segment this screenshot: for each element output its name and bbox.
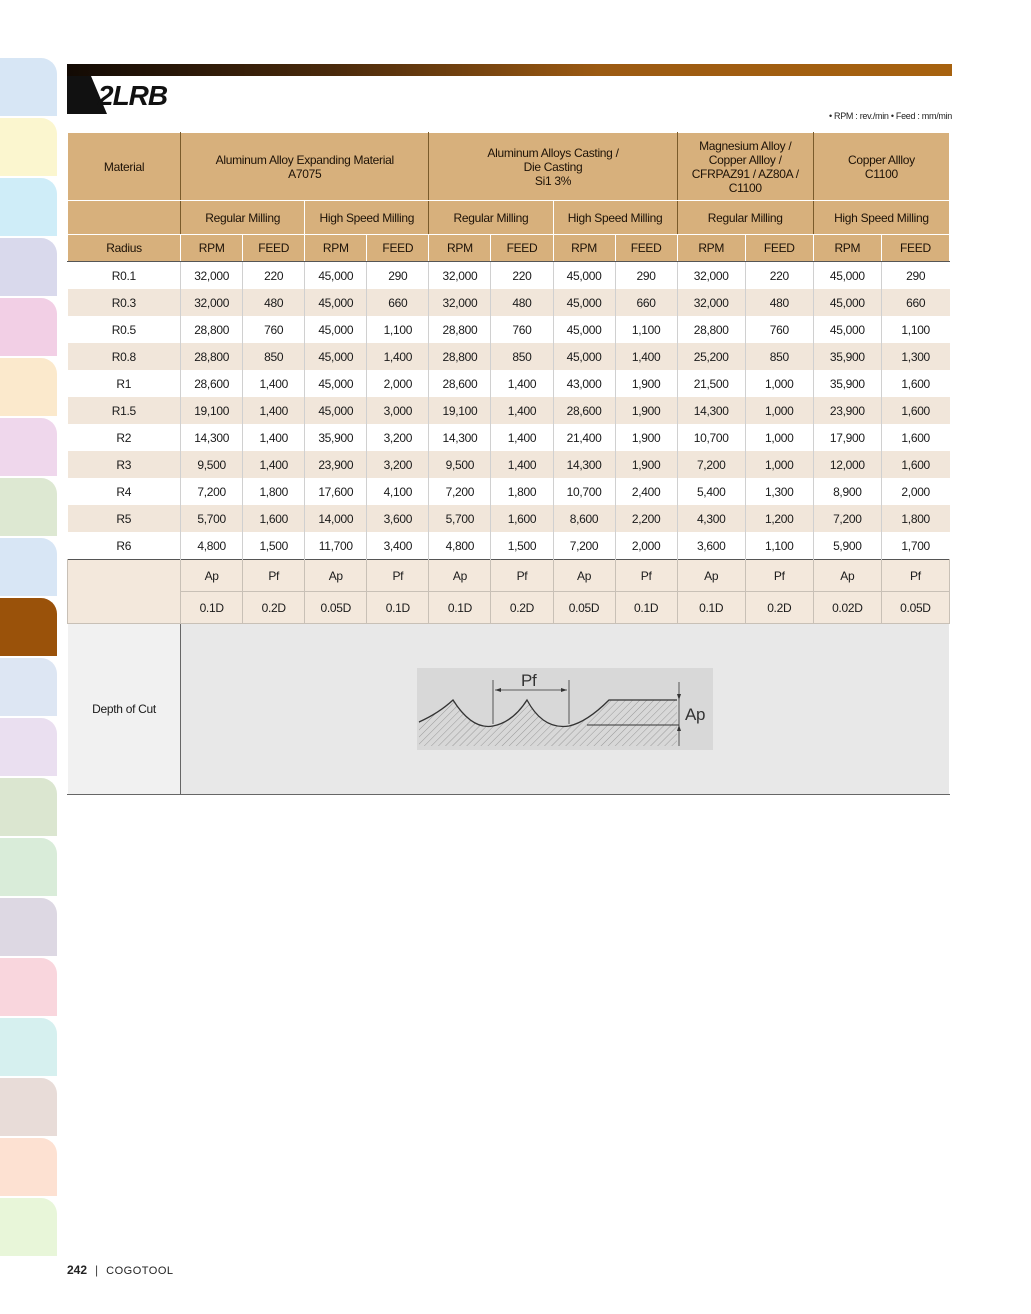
column-header: FEED	[881, 235, 949, 262]
value-cell: 290	[367, 262, 429, 290]
value-cell: 3,600	[677, 532, 745, 560]
side-tab[interactable]	[0, 118, 57, 176]
table-body	[68, 262, 950, 560]
value-cell: 1,000	[745, 370, 813, 397]
value-cell: 32,000	[677, 289, 745, 316]
value-cell: 8,900	[813, 478, 881, 505]
material-line: Copper Allloy /	[708, 152, 782, 167]
ap-pf-label: Pf	[243, 560, 305, 592]
value-cell: 45,000	[813, 289, 881, 316]
footer-separator: |	[95, 1263, 99, 1277]
value-cell: 28,600	[553, 397, 615, 424]
value-cell: 21,500	[677, 370, 745, 397]
value-cell: 1,800	[243, 478, 305, 505]
ap-pf-label: Pf	[491, 560, 553, 592]
value-cell: 2,000	[367, 370, 429, 397]
ap-pf-label: Pf	[881, 560, 949, 592]
side-tab[interactable]	[0, 958, 57, 1016]
radius-cell: R2	[68, 424, 181, 451]
value-cell: 45,000	[305, 289, 367, 316]
ap-pf-label: Ap	[305, 560, 367, 592]
value-cell: 1,800	[491, 478, 553, 505]
radius-cell: R3	[68, 451, 181, 478]
radius-cell: R6	[68, 532, 181, 560]
ap-pf-value: 0.2D	[491, 592, 553, 624]
value-cell: 1,200	[745, 505, 813, 532]
value-cell: 1,000	[745, 397, 813, 424]
value-cell: 4,800	[429, 532, 491, 560]
value-cell: 7,200	[813, 505, 881, 532]
page-footer	[67, 1263, 174, 1277]
value-cell: 1,400	[243, 370, 305, 397]
column-header: FEED	[745, 235, 813, 262]
value-cell: 4,800	[181, 532, 243, 560]
side-tab[interactable]	[0, 358, 57, 416]
radius-cell: R1.5	[68, 397, 181, 424]
material-line: C1100	[864, 166, 898, 181]
ap-pf-label: Ap	[429, 560, 491, 592]
column-header: RPM	[181, 235, 243, 262]
side-tab[interactable]	[0, 538, 57, 596]
material-cell	[429, 133, 677, 201]
value-cell: 1,100	[745, 532, 813, 560]
value-cell: 1,400	[491, 424, 553, 451]
value-cell: 1,600	[881, 370, 949, 397]
depth-of-cut-row	[68, 624, 950, 795]
value-cell: 32,000	[429, 262, 491, 290]
table-row	[68, 397, 950, 424]
value-cell: 1,700	[881, 532, 949, 560]
milling-type: High Speed Milling	[813, 201, 949, 235]
value-cell: 17,600	[305, 478, 367, 505]
table-row	[68, 262, 950, 290]
column-header: RPM	[305, 235, 367, 262]
value-cell: 1,900	[615, 451, 677, 478]
radius-cell: R0.5	[68, 316, 181, 343]
ap-pf-value: 0.2D	[243, 592, 305, 624]
value-cell: 760	[745, 316, 813, 343]
material-cell	[677, 133, 813, 201]
value-cell: 5,400	[677, 478, 745, 505]
ap-pf-value: 0.2D	[745, 592, 813, 624]
radius-cell: R5	[68, 505, 181, 532]
material-line: C1100	[728, 180, 762, 195]
radius-label: Radius	[68, 235, 181, 262]
value-cell: 480	[491, 289, 553, 316]
ap-pf-value: 0.05D	[553, 592, 615, 624]
value-cell: 3,600	[367, 505, 429, 532]
table-row	[68, 478, 950, 505]
ap-pf-value: 0.1D	[429, 592, 491, 624]
value-cell: 1,000	[745, 451, 813, 478]
value-cell: 1,100	[881, 316, 949, 343]
value-cell: 10,700	[553, 478, 615, 505]
value-cell: 1,600	[881, 451, 949, 478]
material-line: Aluminum Alloys Casting /	[487, 145, 619, 160]
ap-pf-section	[68, 560, 950, 624]
value-cell: 2,000	[615, 532, 677, 560]
value-cell: 290	[881, 262, 949, 290]
milling-type: Regular Milling	[677, 201, 813, 235]
material-line: A7075	[288, 166, 322, 181]
value-cell: 2,000	[881, 478, 949, 505]
value-cell: 19,100	[181, 397, 243, 424]
side-tab[interactable]	[0, 1078, 57, 1136]
value-cell: 23,900	[813, 397, 881, 424]
ap-pf-label: Pf	[367, 560, 429, 592]
side-tab[interactable]	[0, 418, 57, 476]
value-cell: 1,400	[491, 451, 553, 478]
value-cell: 9,500	[429, 451, 491, 478]
page-number: 242	[67, 1263, 88, 1277]
ap-pf-label-row	[68, 560, 950, 592]
table-row	[68, 343, 950, 370]
value-cell: 1,900	[615, 424, 677, 451]
value-cell: 480	[745, 289, 813, 316]
value-cell: 1,900	[615, 397, 677, 424]
table-row	[68, 505, 950, 532]
side-tab[interactable]	[0, 838, 57, 896]
value-cell: 14,300	[677, 397, 745, 424]
value-cell: 9,500	[181, 451, 243, 478]
milling-type: Regular Milling	[429, 201, 553, 235]
value-cell: 32,000	[677, 262, 745, 290]
value-cell: 45,000	[553, 343, 615, 370]
value-cell: 28,800	[677, 316, 745, 343]
value-cell: 43,000	[553, 370, 615, 397]
value-cell: 32,000	[181, 262, 243, 290]
value-cell: 5,900	[813, 532, 881, 560]
material-line: Si1 3%	[534, 173, 572, 188]
value-cell: 45,000	[305, 343, 367, 370]
value-cell: 1,300	[881, 343, 949, 370]
value-cell: 1,500	[491, 532, 553, 560]
value-cell: 760	[491, 316, 553, 343]
value-cell: 32,000	[429, 289, 491, 316]
value-cell: 7,200	[429, 478, 491, 505]
value-cell: 220	[243, 262, 305, 290]
column-header: FEED	[367, 235, 429, 262]
side-tab[interactable]	[0, 1198, 57, 1256]
value-cell: 14,300	[181, 424, 243, 451]
value-cell: 45,000	[553, 316, 615, 343]
ap-pf-value: 0.1D	[181, 592, 243, 624]
column-header: RPM	[677, 235, 745, 262]
value-cell: 45,000	[553, 289, 615, 316]
value-cell: 14,300	[429, 424, 491, 451]
value-cell: 220	[491, 262, 553, 290]
ap-pf-value: 0.1D	[615, 592, 677, 624]
table-row	[68, 424, 950, 451]
value-cell: 7,200	[677, 451, 745, 478]
page-title: 2LRB	[98, 80, 168, 111]
value-cell: 5,700	[429, 505, 491, 532]
milling-type: High Speed Milling	[553, 201, 677, 235]
header-bar	[67, 64, 952, 76]
value-cell: 660	[615, 289, 677, 316]
side-tab[interactable]	[0, 478, 57, 536]
value-cell: 4,100	[367, 478, 429, 505]
value-cell: 1,400	[243, 451, 305, 478]
table-row	[68, 289, 950, 316]
value-cell: 4,300	[677, 505, 745, 532]
value-cell: 850	[491, 343, 553, 370]
value-cell: 760	[243, 316, 305, 343]
value-cell: 14,300	[553, 451, 615, 478]
depth-of-cut-figure-cell	[181, 624, 950, 795]
ap-pf-value: 0.05D	[881, 592, 949, 624]
material-cell	[181, 133, 429, 201]
ap-pf-label: Ap	[181, 560, 243, 592]
material-header-row	[68, 133, 950, 201]
value-cell: 45,000	[305, 370, 367, 397]
value-cell: 1,400	[243, 397, 305, 424]
ap-pf-label: Ap	[553, 560, 615, 592]
value-cell: 45,000	[813, 316, 881, 343]
value-cell: 1,500	[243, 532, 305, 560]
ap-pf-label: Ap	[677, 560, 745, 592]
side-tab[interactable]	[0, 1138, 57, 1196]
value-cell: 8,600	[553, 505, 615, 532]
column-header: FEED	[615, 235, 677, 262]
milling-type: Regular Milling	[181, 201, 305, 235]
blank-cell	[68, 560, 181, 624]
value-cell: 1,400	[367, 343, 429, 370]
ap-label: Ap	[685, 705, 706, 724]
blank-header-cell	[68, 201, 181, 235]
brand-name: COGOTOOL	[106, 1265, 174, 1277]
depth-of-cut-label: Depth of Cut	[68, 624, 181, 795]
material-label: Material	[68, 133, 181, 201]
side-tab[interactable]	[0, 718, 57, 776]
value-cell: 1,900	[615, 370, 677, 397]
radius-cell: R4	[68, 478, 181, 505]
value-cell: 7,200	[553, 532, 615, 560]
side-tab[interactable]	[0, 658, 57, 716]
column-header: FEED	[243, 235, 305, 262]
ap-pf-value: 0.1D	[367, 592, 429, 624]
value-cell: 660	[367, 289, 429, 316]
value-cell: 28,800	[181, 316, 243, 343]
radius-header-row	[68, 235, 950, 262]
table-row	[68, 370, 950, 397]
value-cell: 23,900	[305, 451, 367, 478]
value-cell: 2,200	[615, 505, 677, 532]
side-tab[interactable]	[0, 898, 57, 956]
value-cell: 1,400	[491, 397, 553, 424]
value-cell: 28,800	[429, 343, 491, 370]
value-cell: 1,600	[491, 505, 553, 532]
value-cell: 35,900	[813, 370, 881, 397]
milling-type: High Speed Milling	[305, 201, 429, 235]
side-tab[interactable]	[0, 58, 57, 116]
value-cell: 10,700	[677, 424, 745, 451]
column-header: RPM	[813, 235, 881, 262]
ap-pf-label: Ap	[813, 560, 881, 592]
ap-pf-label: Pf	[615, 560, 677, 592]
side-tab[interactable]	[0, 178, 57, 236]
value-cell: 35,900	[813, 343, 881, 370]
value-cell: 28,800	[181, 343, 243, 370]
value-cell: 220	[745, 262, 813, 290]
value-cell: 3,000	[367, 397, 429, 424]
value-cell: 28,600	[429, 370, 491, 397]
value-cell: 35,900	[305, 424, 367, 451]
material-line: CFRPAZ91 / AZ80A /	[691, 166, 799, 181]
value-cell: 45,000	[553, 262, 615, 290]
ap-pf-value: 0.1D	[677, 592, 745, 624]
value-cell: 1,000	[745, 424, 813, 451]
radius-cell: R1	[68, 370, 181, 397]
material-line: Copper Allloy	[847, 152, 915, 167]
value-cell: 480	[243, 289, 305, 316]
value-cell: 3,400	[367, 532, 429, 560]
value-cell: 1,600	[881, 424, 949, 451]
value-cell: 28,600	[181, 370, 243, 397]
value-cell: 45,000	[305, 262, 367, 290]
value-cell: 14,000	[305, 505, 367, 532]
material-line: Aluminum Alloy Expanding Material	[215, 152, 394, 167]
value-cell: 12,000	[813, 451, 881, 478]
column-header: RPM	[429, 235, 491, 262]
radius-cell: R0.1	[68, 262, 181, 290]
value-cell: 290	[615, 262, 677, 290]
side-tab[interactable]	[0, 298, 57, 356]
value-cell: 3,200	[367, 451, 429, 478]
material-line: Magnesium Alloy /	[699, 138, 792, 153]
value-cell: 1,600	[881, 397, 949, 424]
value-cell: 7,200	[181, 478, 243, 505]
value-cell: 11,700	[305, 532, 367, 560]
material-line: Die Casting	[523, 159, 583, 174]
value-cell: 45,000	[305, 316, 367, 343]
radius-cell: R0.8	[68, 343, 181, 370]
pf-label: Pf	[521, 671, 537, 690]
value-cell: 1,600	[243, 505, 305, 532]
value-cell: 2,400	[615, 478, 677, 505]
ap-pf-label: Pf	[745, 560, 813, 592]
column-header: RPM	[553, 235, 615, 262]
ap-pf-value: 0.05D	[305, 592, 367, 624]
side-tab[interactable]	[0, 1018, 57, 1076]
side-tab[interactable]	[0, 598, 57, 656]
side-tab[interactable]	[0, 238, 57, 296]
value-cell: 850	[745, 343, 813, 370]
cutting-conditions-table	[67, 132, 950, 795]
value-cell: 660	[881, 289, 949, 316]
value-cell: 1,400	[615, 343, 677, 370]
value-cell: 45,000	[305, 397, 367, 424]
units-note: • RPM : rev./min • Feed : mm/min	[828, 111, 952, 121]
ap-pf-value: 0.02D	[813, 592, 881, 624]
table-row	[68, 532, 950, 560]
value-cell: 28,800	[429, 316, 491, 343]
value-cell: 1,800	[881, 505, 949, 532]
value-cell: 17,900	[813, 424, 881, 451]
value-cell: 25,200	[677, 343, 745, 370]
value-cell: 5,700	[181, 505, 243, 532]
value-cell: 1,400	[491, 370, 553, 397]
value-cell: 1,100	[615, 316, 677, 343]
value-cell: 1,300	[745, 478, 813, 505]
column-header: FEED	[491, 235, 553, 262]
value-cell: 3,200	[367, 424, 429, 451]
table-row	[68, 451, 950, 478]
milling-header-row	[68, 201, 950, 235]
value-cell: 45,000	[813, 262, 881, 290]
value-cell: 19,100	[429, 397, 491, 424]
value-cell: 32,000	[181, 289, 243, 316]
value-cell: 1,100	[367, 316, 429, 343]
table-row	[68, 316, 950, 343]
value-cell: 1,400	[243, 424, 305, 451]
side-tab[interactable]	[0, 778, 57, 836]
material-cell	[813, 133, 949, 201]
value-cell: 21,400	[553, 424, 615, 451]
ap-pf-value-row	[68, 592, 950, 624]
radius-cell: R0.3	[68, 289, 181, 316]
value-cell: 850	[243, 343, 305, 370]
depth-of-cut-diagram	[417, 668, 713, 750]
